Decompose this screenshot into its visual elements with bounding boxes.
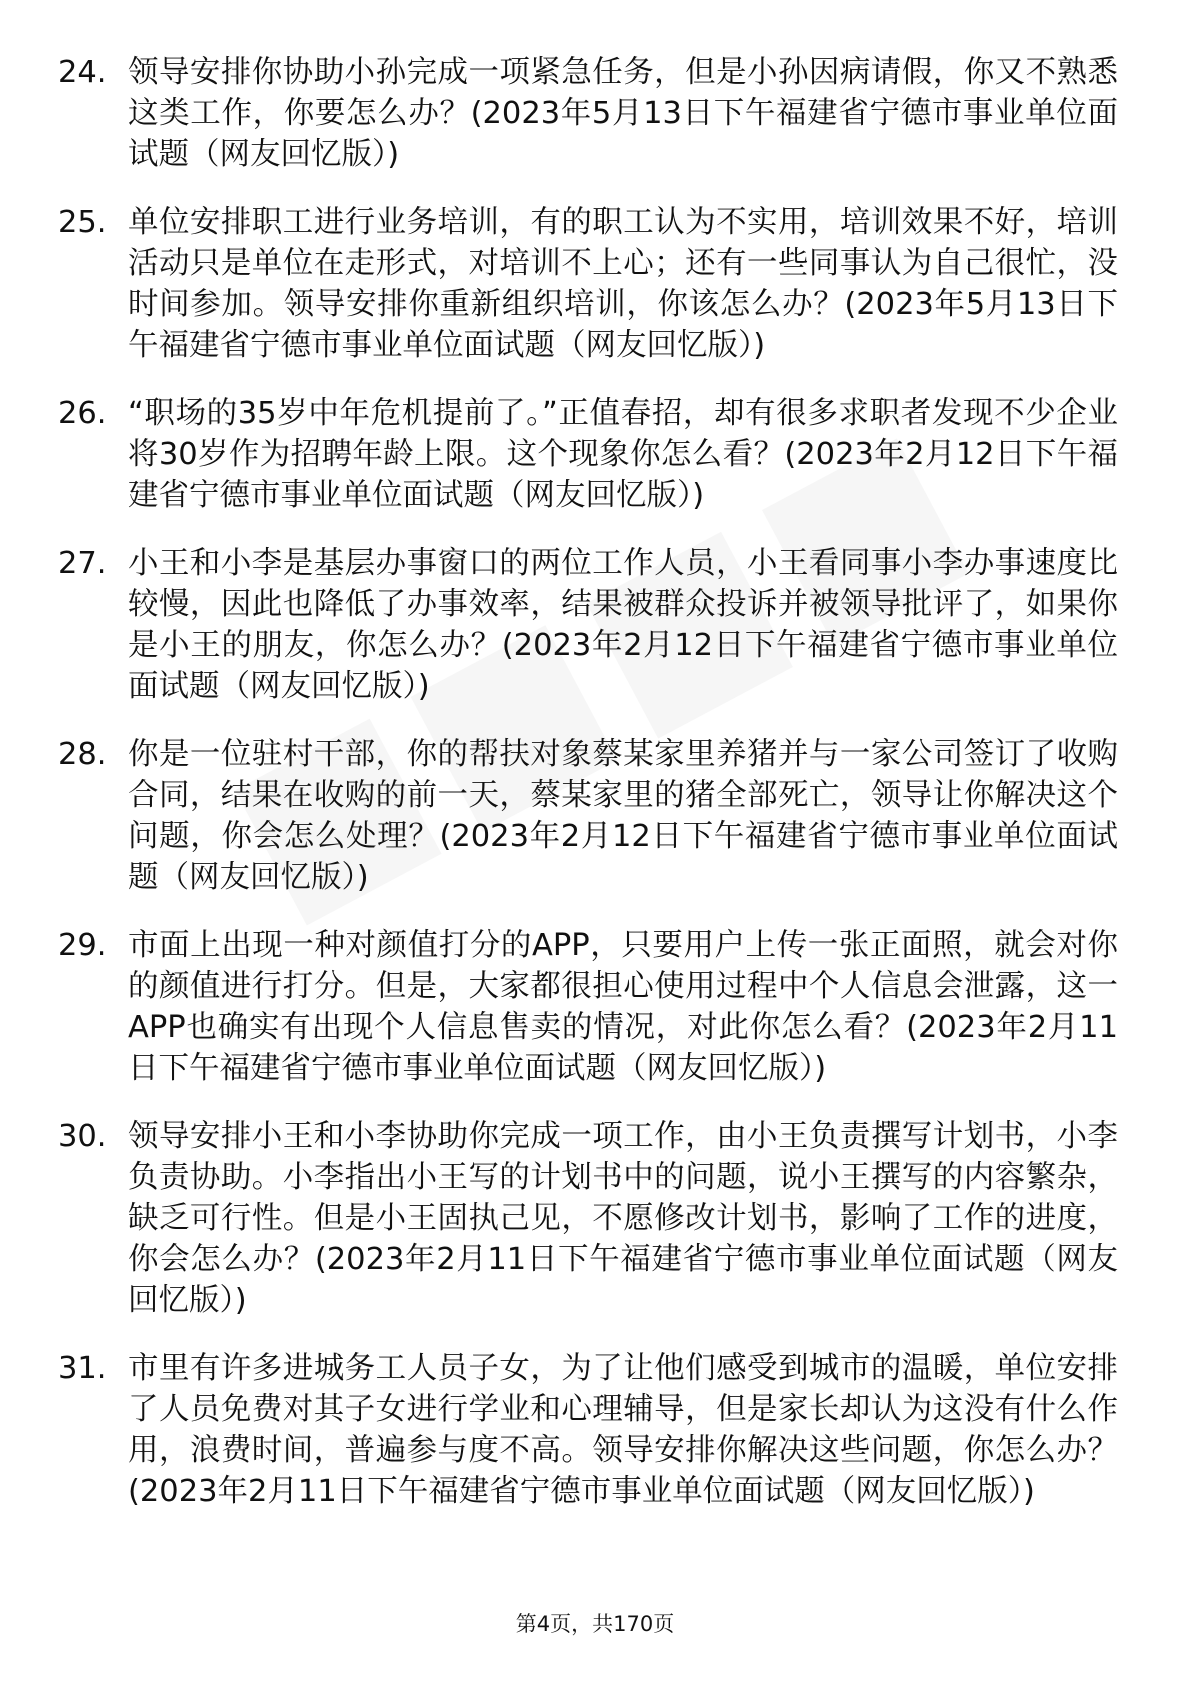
question-number: 25. — [58, 205, 107, 240]
question-number: 27. — [58, 546, 107, 581]
question-item — [58, 1348, 1118, 1512]
question-item — [58, 202, 1118, 366]
question-text: 单位安排职工进行业务培训，有的职工认为不实用，培训效果不好，培训活动只是单位在走形式，对培训不上心；还有一些同事认为自己很忙，没时间参加。领导安排你重新组织培训，你该怎么办？(2023年5月13日下午福建省宁德市事业单位面试题（网友回忆版）) — [128, 205, 1118, 363]
question-item — [58, 1116, 1118, 1321]
question-number: 28. — [58, 737, 107, 772]
question-text: 领导安排小王和小李协助你完成一项工作，由小王负责撰写计划书，小李负责协助。小李指出小王写的计划书中的问题，说小王撰写的内容繁杂，缺乏可行性。但是小王固执己见，不愿修改计划书，影响了工作的进度，你会怎么办？(2023年2月11日下午福建省宁德市事业单位面试题（网友回忆版）) — [128, 1119, 1118, 1318]
page-number-footer: 第4页，共170页 — [515, 1612, 675, 1636]
question-text: 你是一位驻村干部，你的帮扶对象蔡某家里养猪并与一家公司签订了收购合同，结果在收购的前一天，蔡某家里的猪全部死亡，领导让你解决这个问题，你会怎么处理？(2023年2月12日下午福建省宁德市事业单位面试题（网友回忆版）) — [128, 737, 1118, 895]
question-item — [58, 52, 1118, 175]
question-number: 26. — [58, 396, 107, 431]
question-text: 市里有许多进城务工人员子女，为了让他们感受到城市的温暖，单位安排了人员免费对其子女进行学业和心理辅导，但是家长却认为这没有什么作用，浪费时间，普遍参与度不高。领导安排你解决这些问题，你怎么办？(2023年2月11日下午福建省宁德市事业单位面试题（网友回忆版）) — [128, 1351, 1118, 1509]
question-text: 领导安排你协助小孙完成一项紧急任务，但是小孙因病请假，你又不熟悉这类工作，你要怎么办？(2023年5月13日下午福建省宁德市事业单位面试题（网友回忆版）) — [128, 55, 1118, 172]
question-item — [58, 925, 1118, 1089]
question-text: 小王和小李是基层办事窗口的两位工作人员，小王看同事小李办事速度比较慢，因此也降低了办事效率，结果被群众投诉并被领导批评了，如果你是小王的朋友，你怎么办？(2023年2月12日下午福建省宁德市事业单位面试题（网友回忆版）) — [128, 546, 1118, 704]
question-number: 30. — [58, 1119, 107, 1154]
question-text: “职场的35岁中年危机提前了。”正值春招，却有很多求职者发现不少企业将30岁作为招聘年龄上限。这个现象你怎么看？(2023年2月12日下午福建省宁德市事业单位面试题（网友回忆版）) — [128, 396, 1118, 513]
question-number: 24. — [58, 55, 107, 90]
question-number: 29. — [58, 928, 107, 963]
question-text: 市面上出现一种对颜值打分的APP，只要用户上传一张正面照，就会对你的颜值进行打分。但是，大家都很担心使用过程中个人信息会泄露，这一APP也确实有出现个人信息售卖的情况，对此你怎么看？(2023年2月11日下午福建省宁德市事业单位面试题（网友回忆版）) — [128, 928, 1118, 1086]
question-item — [58, 393, 1118, 516]
question-item — [58, 734, 1118, 898]
question-number: 31. — [58, 1351, 107, 1386]
question-list — [58, 52, 1118, 1539]
question-item — [58, 543, 1118, 707]
